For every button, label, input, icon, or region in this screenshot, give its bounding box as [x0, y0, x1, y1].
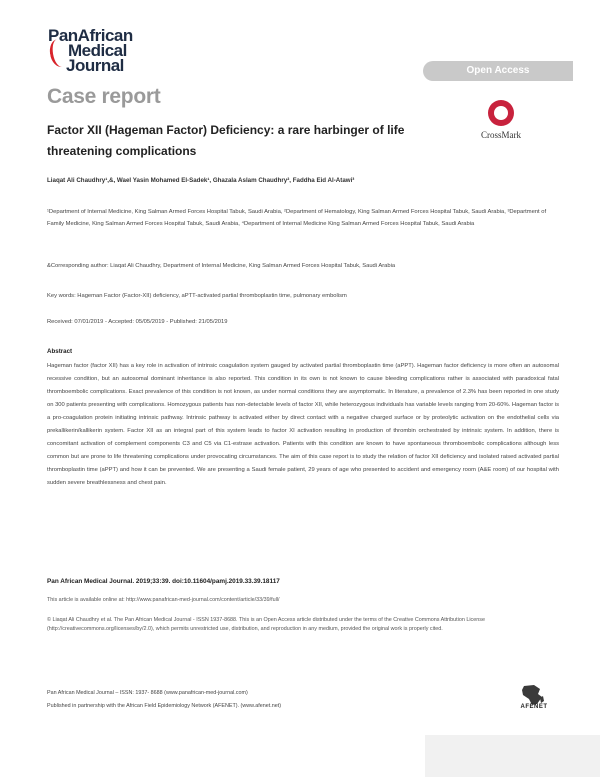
keywords: Key words: Hageman Factor (Factor-XII) deficiency, aPTT-activated partial thromboplastin time, pulmonary embolism	[47, 293, 347, 299]
page-corner	[425, 735, 600, 777]
copyright-notice: © Liaqat Ali Chaudhry et al. The Pan African Medical Journal - ISSN 1937-8688. This is an Open Access article distributed under the terms of the Creative Commons Attribution License (http://creativecommons.org/licenses/by/2.0), which permits unrestricted use, distribution, and reproduction in any medium, provided the original work is properly cited.	[47, 617, 485, 632]
afenet-label: AFENET	[520, 704, 548, 710]
footer-issn: Pan African Medical Journal – ISSN: 1937- 8688 (www.panafrican-med-journal.com)	[47, 690, 248, 696]
crossmark-label: CrossMark	[481, 130, 521, 140]
abstract-text: Hageman factor (factor XII) has a key role in activation of intrinsic coagulation system gauged by activated partial thromboplastin time (aPPT). Hageman factor deficiency is more often an autosomal recessive condition, but an autosomal dominant inheritance is also reported. This condition in its own is not known to cause bleeding complications rather is associated with paradoxical fatal thromboembolic complications. Exact prevalence of this condition is not known, as under normal conditions they are asymptomatic. In literature, a prevalence of 2.3% has been reported in one study on 300 patients presenting with complications. Homozygous patients has non-detectable levels of factor XII, while heterozygous individuals has variable levels ranging from 20-60%. Hageman factor is a pro-coagulation protein initiating intrinsic pathway. Intrinsic pathway is activated either by direct contact with a negative charged surface or by proteolytic activation on the endothelial cells via prekallikerin/kallikerin system. Factor XII as an integral part of this system leads to factor XI activation resulting in production of thrombin orchestrated by intrinsic system. In addition, there is concomitant activation of complement components C3 and C5 via C1-estrase activation. Patients with this condition are known to have spontaneous thromboembolic complications although less common but are prone to life threatening complications under provocating circumstances. The aim of this case report is to study the relation of factor XII deficiency and isolated raised activated partial thromboplastin time (aPPT) and how it can be prevented. We are presenting a Saudi female patient, 29 years of age who presented to accident and emergency room (A&E room) of our hospital with sudden severe breathlessness and chest pain.	[47, 363, 559, 486]
author-list: Liaqat Ali Chaudhry¹,&, Wael Yasin Mohamed El-Sadek¹, Ghazala Aslam Chaudhry², Faddha Eid Al-Atawi³	[47, 177, 355, 184]
afenet-logo	[510, 684, 558, 718]
corresponding-author: &Corresponding author: Liaqat Ali Chaudhry, Department of Internal Medicine, King Salman Armed Forces Hospital Tabuk, Saudi Arabia	[47, 263, 396, 269]
section-label: Case report	[47, 85, 161, 108]
logo-line3: Journal	[66, 56, 124, 75]
crossmark-badge[interactable]	[480, 100, 520, 148]
article-title: Factor XII (Hageman Factor) Deficiency: a rare harbinger of life threatening complications	[47, 123, 405, 158]
availability-link[interactable]: This article is available online at: http://www.panafrican-med-journal.com/content/article/33/39/full/	[47, 597, 280, 603]
crossmark-icon	[488, 100, 514, 126]
abstract-heading: Abstract	[47, 348, 73, 355]
journal-logo	[48, 27, 158, 79]
logo-line1: PanAfrican	[48, 26, 133, 45]
publication-dates: Received: 07/01/2019 - Accepted: 05/05/2019 - Published: 21/05/2019	[47, 319, 228, 325]
open-access-badge: Open Access	[423, 61, 573, 81]
logo-line2: Medical	[68, 41, 127, 60]
footer-partnership: Published in partnership with the African Field Epidemiology Network (AFENET). (www.afenet.net)	[47, 703, 281, 709]
africa-map-icon	[510, 684, 558, 706]
citation: Pan African Medical Journal. 2019;33:39. doi:10.11604/pamj.2019.33.39.18117	[47, 578, 280, 585]
affiliations: ¹Department of Internal Medicine, King Salman Armed Forces Hospital Tabuk, Saudi Arabia, ²Department of Hematology, King Salman Armed Forces Hospital Tabuk, Saudi Arabia, ³Department of Family Medicine, King Salman Armed Forces Hospital Tabuk, Saudi Arabia, ⁴Department of Internal Medicine King Salman Armed Forces Hospital Tabuk, Saudi Arabia	[47, 209, 547, 227]
